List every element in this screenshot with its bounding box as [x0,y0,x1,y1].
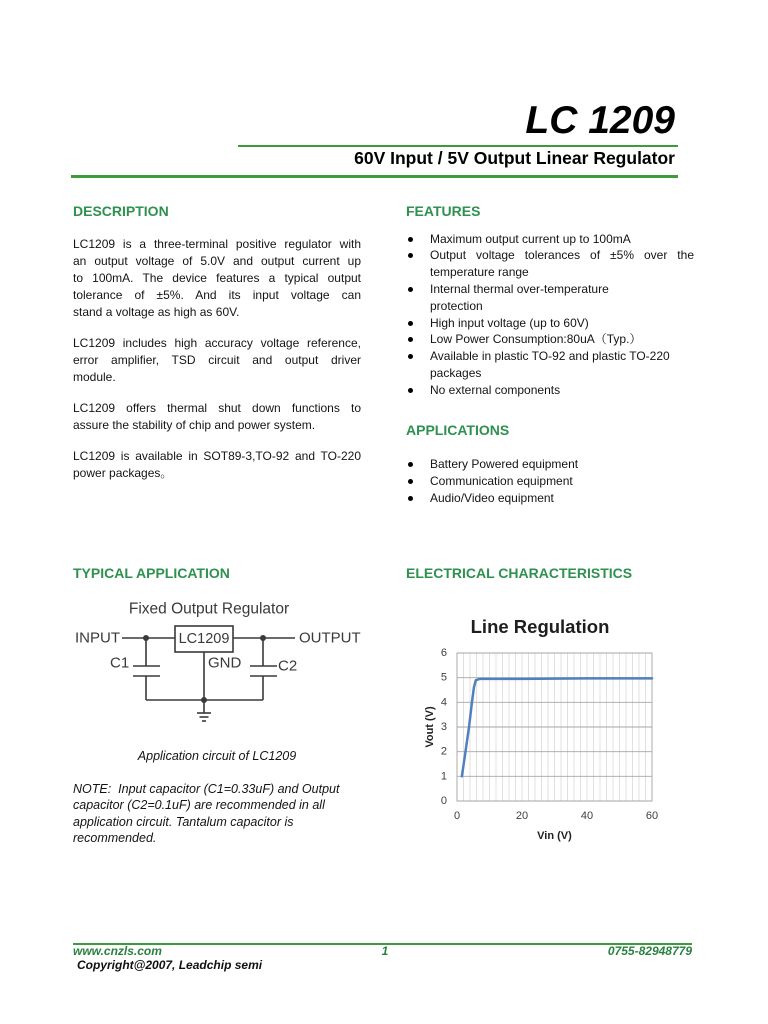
list-item [406,247,694,281]
features-heading: FEATURES [406,202,481,219]
bullet-icon [408,253,413,258]
x-tick-label: 40 [580,810,594,822]
list-item [406,473,694,490]
list-item [406,315,694,332]
bullet-icon [408,479,413,484]
footer-phone: 0755-82948779 [607,944,692,958]
paragraph-line: LC1209 includes high accuracy voltage reference, [73,335,361,350]
gnd-label: GND [208,654,242,672]
paragraph-line: stand a voltage as high as 60V. [73,304,240,319]
applications-list [406,456,694,507]
y-tick-label: 1 [440,770,447,783]
electrical-characteristics-heading: ELECTRICAL CHARACTERISTICS [406,564,633,581]
input-label: INPUT [75,629,120,647]
list-item [406,490,694,507]
list-item-text: Maximum output current up to 100mA [430,231,631,246]
bullet-icon [408,462,413,467]
list-item-text: Low Power Consumption:80uA（Typ.） [430,332,642,347]
paragraph-line: error amplifier, TSD circuit and output driver [73,352,361,367]
bullet-icon [408,321,413,326]
y-axis-title: Vout (V) [424,706,436,748]
note-line: recommended. [73,830,157,845]
c2-label: C2 [278,657,298,675]
paragraph-line: LC1209 is available in SOT89-3,TO-92 and TO-220 [73,448,361,463]
list-item-text: Internal thermal over-temperature [430,281,609,296]
bullet-icon [408,388,413,393]
description-paragraph [73,335,361,386]
description-heading: DESCRIPTION [73,202,169,219]
document-title: LC 1209 [525,99,675,142]
footer-page-number: 1 [381,944,389,958]
list-item [406,331,694,348]
bullet-icon [408,237,413,242]
regulator-ic-label: LC1209 [178,631,230,647]
list-item-text: Communication equipment [430,473,573,488]
applications-heading: APPLICATIONS [406,421,510,438]
footer-copyright: Copyright@2007, Leadchip semi [77,958,263,972]
list-item [406,231,694,248]
list-item-text: protection [430,298,483,313]
c1-label: C1 [110,654,130,672]
list-item [406,281,694,315]
paragraph-line: assure the stability of chip and power system. [73,417,316,432]
list-item [406,382,694,399]
note-line: application circuit. Tantalum capacitor is [73,814,294,829]
diagram-title: Fixed Output Regulator [128,600,290,618]
list-item-text: packages [430,365,482,380]
y-tick-label: 6 [440,647,447,659]
application-note [73,781,339,846]
list-item-text: temperature range [430,265,529,280]
note-line: NOTE: Input capacitor (C1=0.33uF) and Output [73,782,340,796]
y-tick-label: 0 [440,795,447,807]
features-list [406,231,694,399]
bullet-icon [408,337,413,342]
diagram-caption: Application circuit of LC1209 [137,749,297,763]
description-paragraph [73,400,361,434]
paragraph-line: an output voltage of 5.0V and output current up [73,253,361,268]
application-circuit-diagram [70,595,370,730]
paragraph-line: power packages。 [73,465,173,480]
description-paragraph [73,236,361,321]
note-line: capacitor (C2=0.1uF) are recommended in all [73,798,325,813]
bullet-icon [408,496,413,501]
paragraph-line: LC1209 is a three-terminal positive regulator with [73,236,361,251]
header-rule [71,175,678,178]
chart-title: Line Regulation [470,616,610,637]
list-item-text: Output voltage tolerances of ±5% over the [430,248,694,263]
output-label: OUTPUT [299,629,361,647]
title-rule [238,145,678,147]
y-tick-label: 4 [440,696,447,709]
paragraph-line: to 100mA. The device features a typical output [73,270,361,285]
y-tick-label: 3 [440,721,447,733]
x-tick-label: 20 [515,810,529,822]
list-item-text: No external components [430,382,561,397]
y-tick-label: 2 [440,745,447,758]
typical-application-heading: TYPICAL APPLICATION [73,564,230,581]
footer-website: www.cnzls.com [73,944,162,958]
list-item-text: High input voltage (up to 60V) [430,315,589,330]
description-paragraph [73,448,361,482]
y-tick-label: 5 [440,671,447,684]
paragraph-line: LC1209 offers thermal shut down functions to [73,400,361,415]
list-item-text: Battery Powered equipment [430,456,579,471]
x-tick-label: 60 [645,810,659,822]
line-regulation-chart [420,640,670,850]
paragraph-line: tolerance of ±5%. And its input voltage can [73,287,361,302]
list-item [406,456,694,473]
document-subtitle: 60V Input / 5V Output Linear Regulator [354,148,675,168]
list-item-text: Available in plastic TO-92 and plastic TO-220 [430,349,670,364]
bullet-icon [408,354,413,359]
list-item [406,348,694,382]
paragraph-line: module. [73,369,116,384]
list-item-text: Audio/Video equipment [430,490,554,505]
x-tick-label: 0 [453,810,461,822]
x-axis-title: Vin (V) [537,830,572,842]
bullet-icon [408,287,413,292]
